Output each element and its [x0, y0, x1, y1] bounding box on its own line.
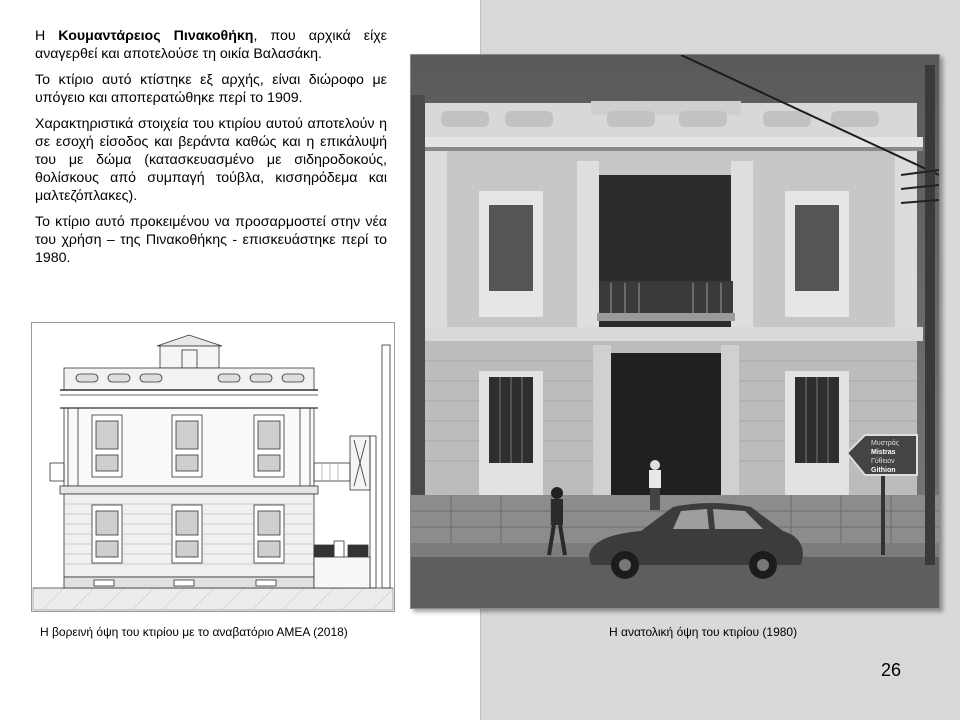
gallery-name: Κουμαντάρειος Πινακοθήκη: [58, 28, 254, 44]
paragraph-1-rest: , που αρχικά είχε αναγερθεί και αποτελούσε τη οικία Βαλασάκη.: [35, 28, 387, 62]
north-elevation-drawing: [31, 322, 395, 612]
sign-line-3: Γύθειον: [871, 458, 895, 465]
photo-caption: Η ανατολική όψη του κτιρίου (1980): [609, 625, 798, 639]
paragraph-3: Χαρακτηριστικά στοιχεία του κτιρίου αυτού αποτελούν η σε εσοχή είσοδος και βεράντα καθώς και η επικάλυψή του με δώμα (κατασκευασμένο με σιδηροδοκούς, θολίσκους από συμπαγή τούβλα, κισσηρόδεμα και μαλτεζόπλακες).: [35, 116, 387, 204]
sign-line-1: Μυστράς: [871, 440, 900, 447]
paragraph-1: [35, 27, 387, 63]
entrance-figure: [649, 460, 661, 510]
description-text: [35, 27, 387, 275]
photo-svg: [411, 55, 939, 608]
sign-line-4: Githion: [871, 467, 896, 474]
sign-line-2: Mistras: [871, 449, 896, 456]
page-number: 26: [881, 660, 902, 680]
elevation-drawing-svg: [32, 323, 394, 611]
paragraph-1-prefix: Η: [35, 28, 59, 44]
drawing-caption: Η βορεινή όψη του κτιρίου με το αναβατόριο ΑΜΕΑ (2018): [40, 625, 348, 639]
paragraph-2: Το κτίριο αυτό κτίστηκε εξ αρχής, είναι διώροφο με υπόγειο και αποπερατώθηκε περί το 1909.: [35, 72, 387, 106]
east-elevation-photo: [410, 54, 940, 609]
paragraph-4: Το κτίριο αυτό προκειμένου να προσαρμοστεί στην νέα του χρήση – της Πινακοθήκης - επισκευάστηκε περί το 1980.: [35, 214, 387, 266]
